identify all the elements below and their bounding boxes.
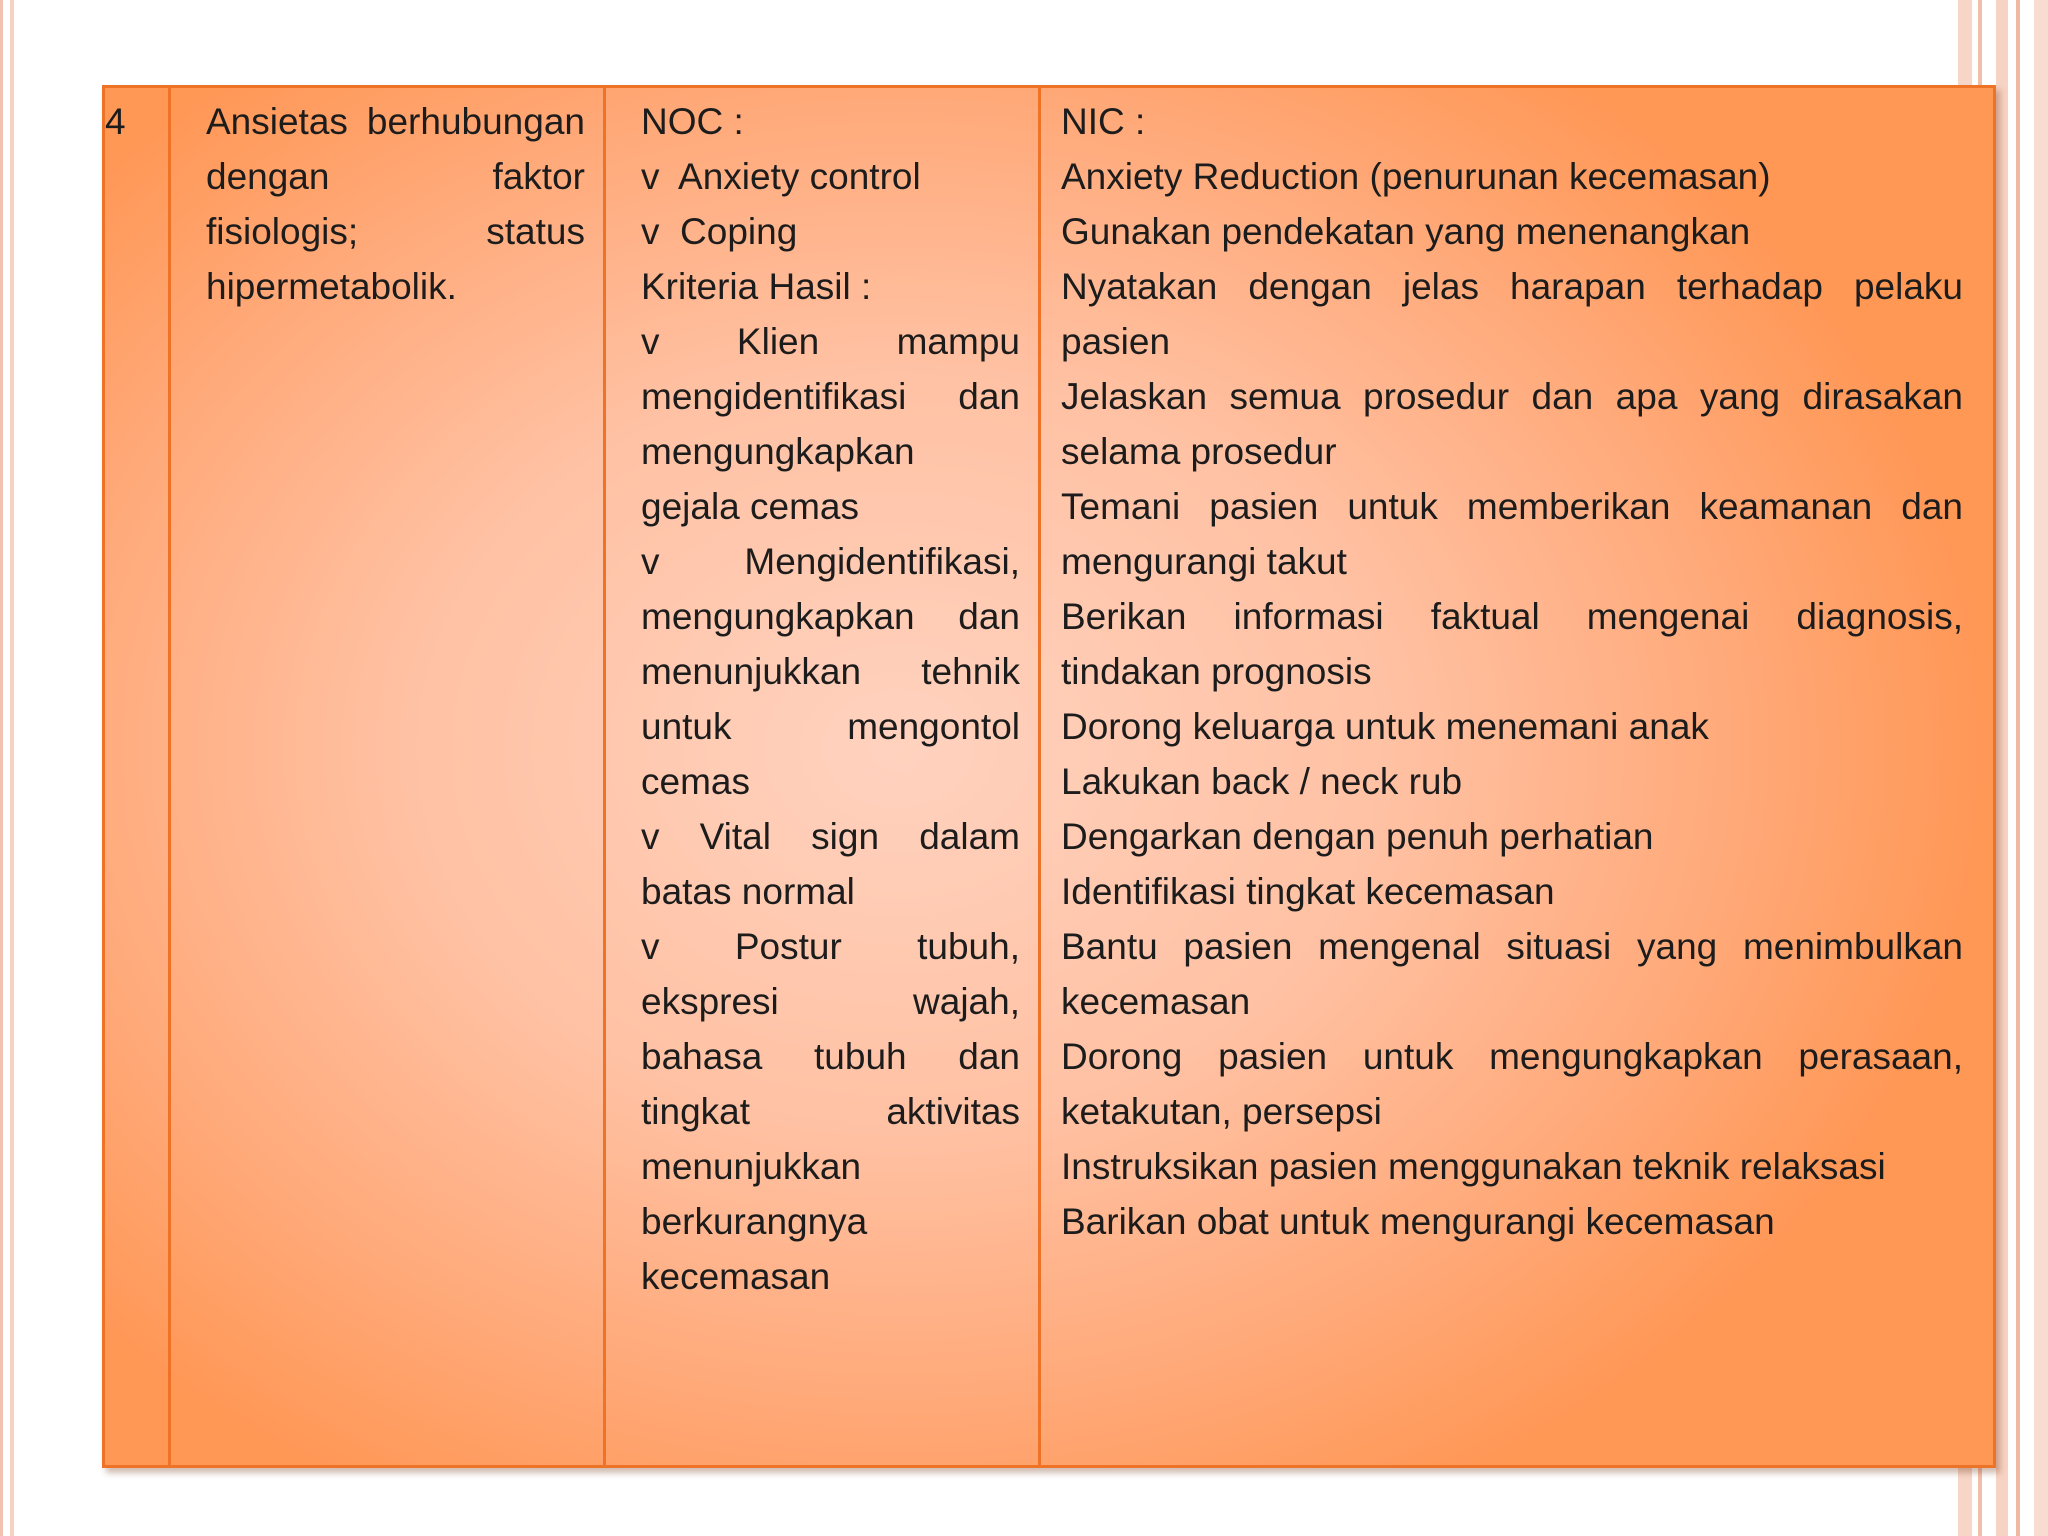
nic-item: Dorong keluarga untuk menemani anak xyxy=(1061,706,1709,747)
nic-item: Temani pasien untuk memberikan keamanan dan mengurangi takut xyxy=(1061,486,1963,582)
noc-heading: NOC : xyxy=(641,101,744,142)
criteria-item: v Vital sign dalam batas normal xyxy=(641,816,1020,912)
row-number: 4 xyxy=(105,101,126,142)
noc-column xyxy=(603,88,1038,1465)
right-decor-stripe xyxy=(2034,0,2048,1536)
criteria-item: v Postur tubuh, ekspresi wajah, bahasa tubuh dan tingkat aktivitas menunjukkan berkurangnya kecemasan xyxy=(641,926,1020,1297)
nic-item: Gunakan pendekatan yang menenangkan xyxy=(1061,211,1751,252)
criteria-item: v Klien mampu mengidentifikasi dan mengungkapkan gejala cemas xyxy=(641,321,1020,527)
left-decor-stripe xyxy=(10,0,14,1536)
nic-item: Instruksikan pasien menggunakan teknik relaksasi xyxy=(1061,1146,1886,1187)
nic-item: Anxiety Reduction (penurunan kecemasan) xyxy=(1061,156,1771,197)
nic-item: Identifikasi tingkat kecemasan xyxy=(1061,871,1555,912)
noc-item: v Anxiety control xyxy=(641,156,921,197)
nic-heading: NIC : xyxy=(1061,101,1146,142)
right-decor-stripe xyxy=(2016,0,2020,1536)
nic-item: Bantu pasien mengenal situasi yang menimbulkan kecemasan xyxy=(1061,926,1963,1022)
nic-item: Nyatakan dengan jelas harapan terhadap pelaku pasien xyxy=(1061,266,1963,362)
care-plan-table xyxy=(102,85,1996,1468)
number-column xyxy=(105,88,168,1465)
nic-item: Barikan obat untuk mengurangi kecemasan xyxy=(1061,1201,1775,1242)
nic-column xyxy=(1038,88,1993,1465)
nic-item: Dorong pasien untuk mengungkapkan perasaan, ketakutan, persepsi xyxy=(1061,1036,1963,1132)
criteria-heading: Kriteria Hasil : xyxy=(641,266,872,307)
criteria-item: v Mengidentifikasi, mengungkapkan dan menunjukkan tehnik untuk mengontol cemas xyxy=(641,541,1020,802)
nic-item: Berikan informasi faktual mengenai diagnosis, tindakan prognosis xyxy=(1061,596,1963,692)
nic-item: Dengarkan dengan penuh perhatian xyxy=(1061,816,1654,857)
nic-item: Jelaskan semua prosedur dan apa yang dirasakan selama prosedur xyxy=(1061,376,1963,472)
noc-item: v Coping xyxy=(641,211,798,252)
diagnosis-text: Ansietas berhubungan dengan faktor fisiologis; status hipermetabolik. xyxy=(206,101,585,307)
diagnosis-column xyxy=(168,88,603,1465)
left-decor-stripe xyxy=(0,0,3,1536)
right-decor-stripe xyxy=(1996,0,2008,1536)
nic-item: Lakukan back / neck rub xyxy=(1061,761,1463,802)
